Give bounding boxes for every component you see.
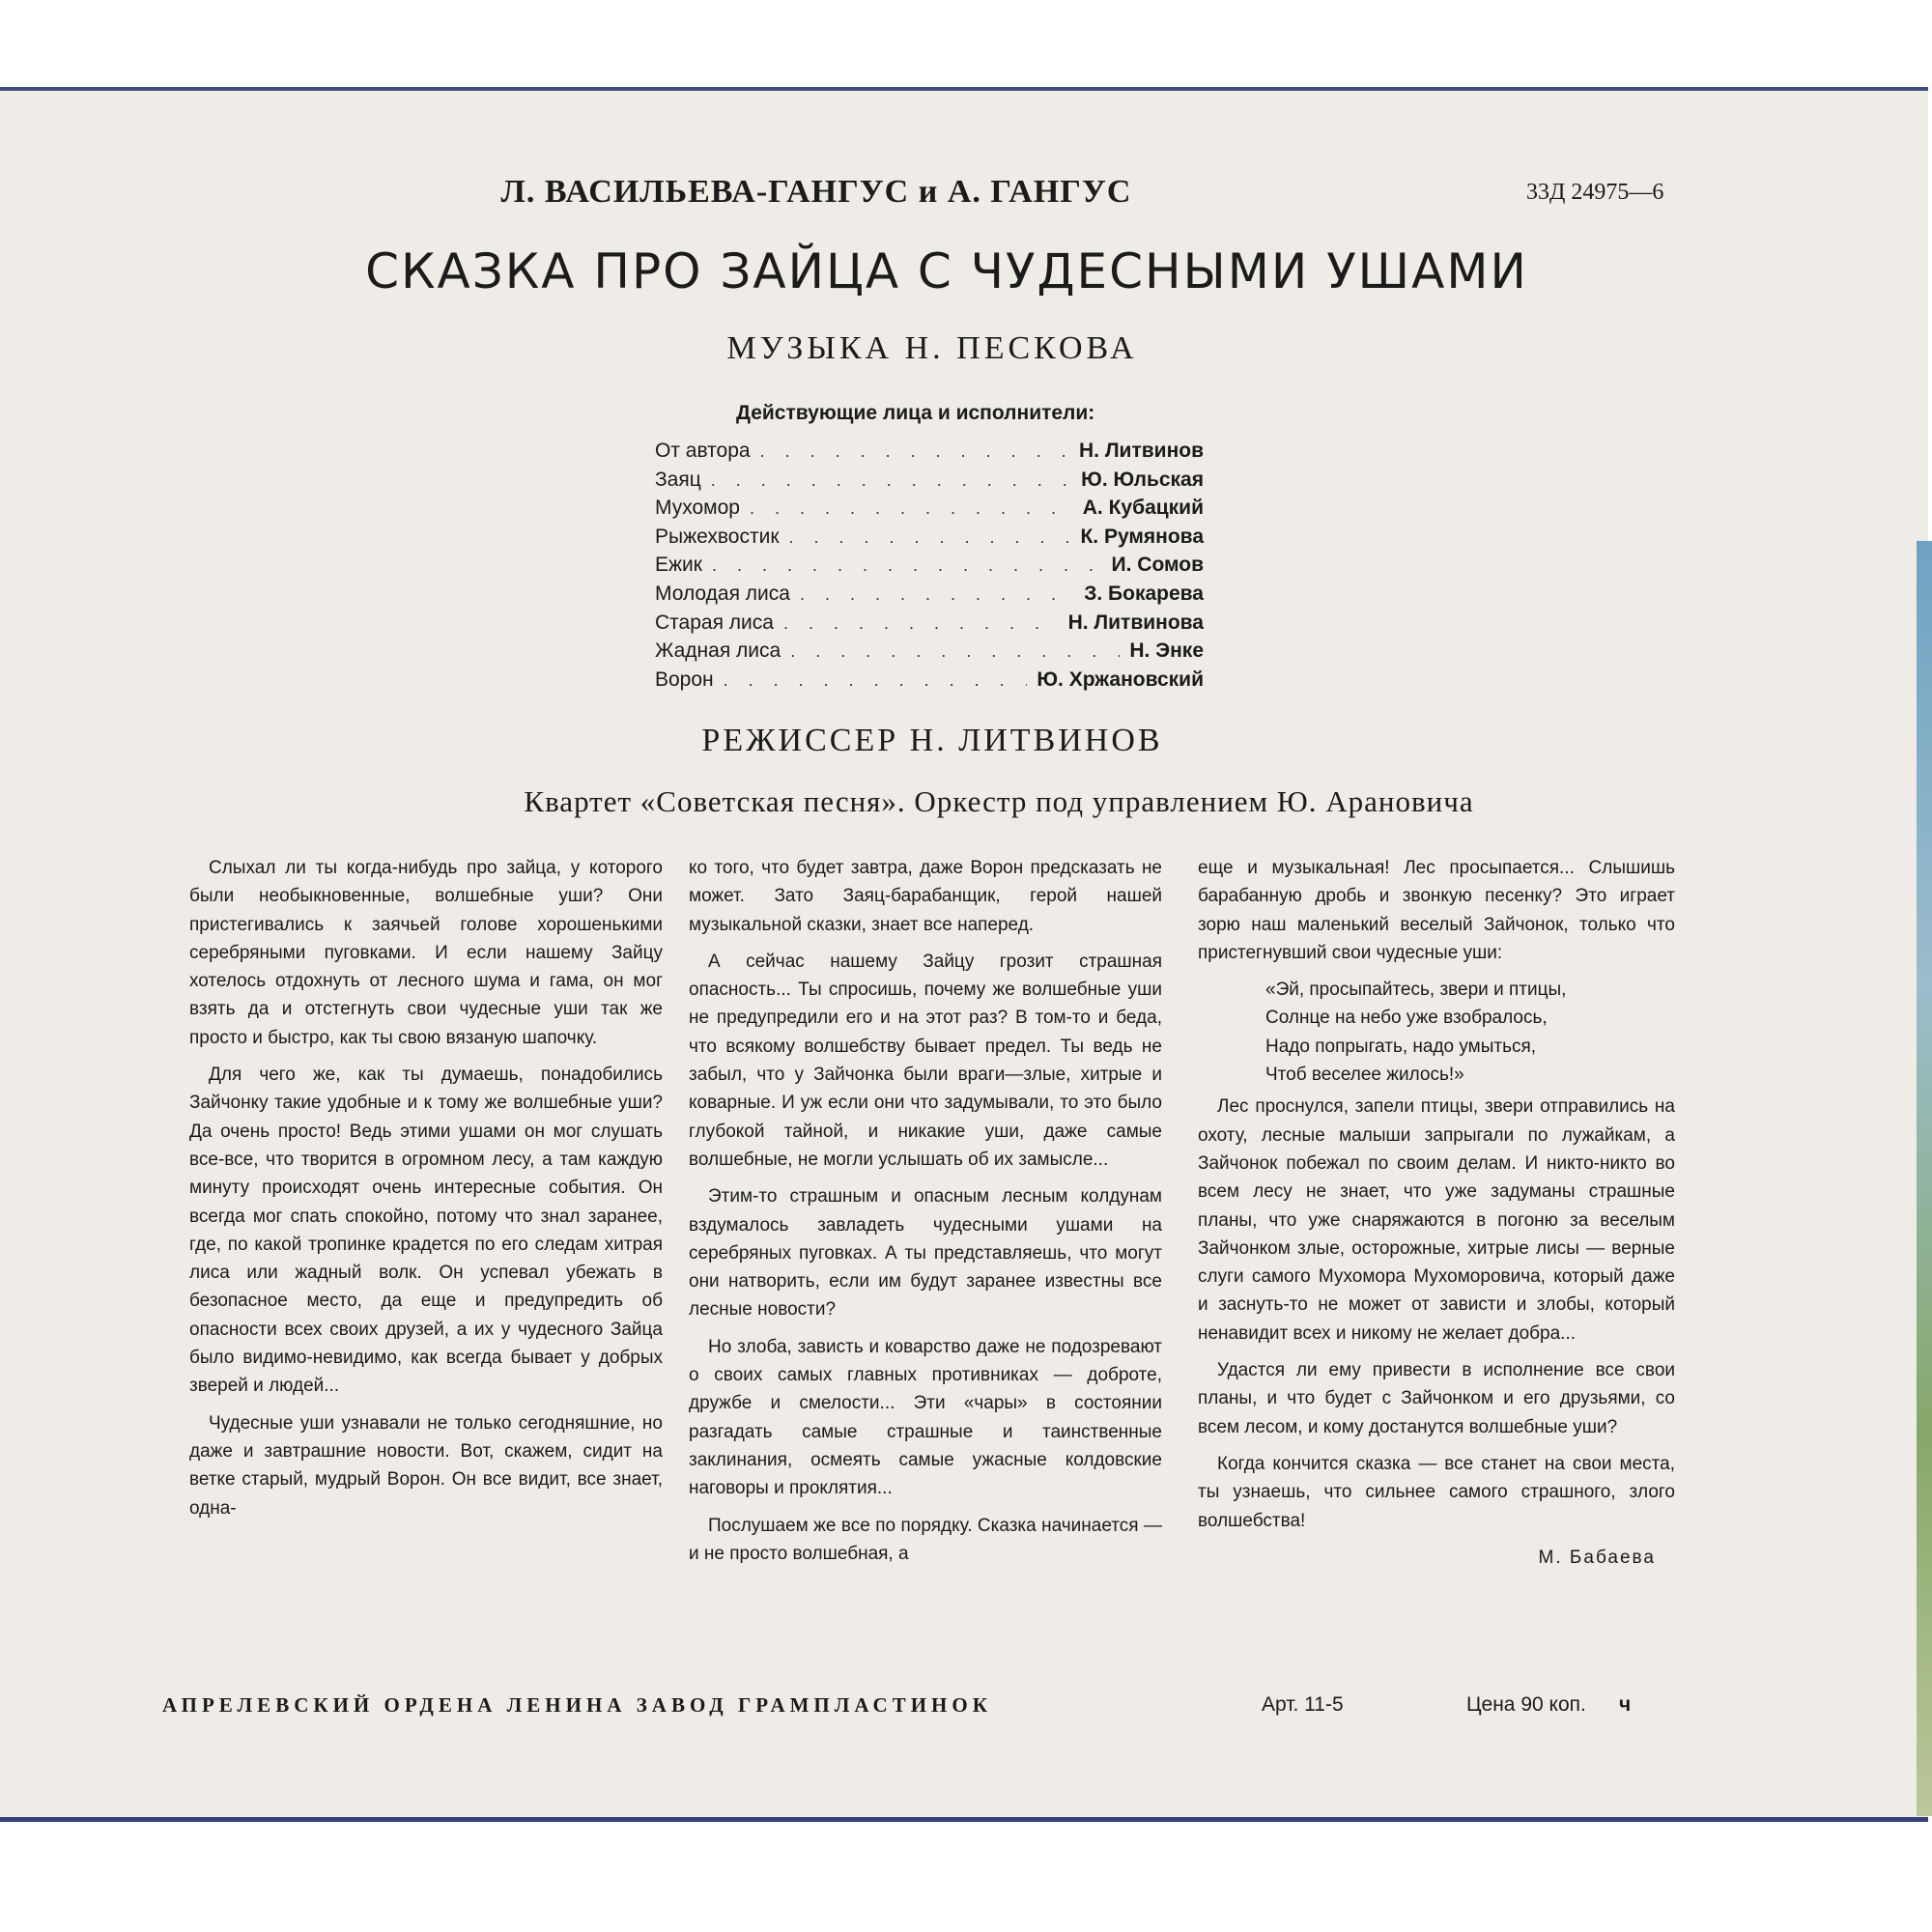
authors: Л. ВАСИЛЬЕВА-ГАНГУС и А. ГАНГУС (500, 174, 1132, 210)
cast-row (655, 582, 1204, 611)
cast-actor: Н. Литвинова (1067, 611, 1204, 634)
paragraph: ко того, что будет завтра, даже Ворон предсказать не может. Зато Заяц-барабанщик, герой нашей музыкальной сказки, знает все наперед. (689, 858, 1162, 935)
cast-role: Жадная лиса (655, 639, 781, 663)
signature: М. Бабаева (1538, 1547, 1656, 1568)
cast-role: Ежик (655, 554, 702, 577)
leader-dots (790, 641, 1120, 662)
cast-actor: К. Румянова (1080, 525, 1204, 548)
paragraph: Когда кончится сказка — все станет на свои места, ты узнаешь, что сильнее самого страшного, злого волшебства! (1198, 1453, 1675, 1531)
cast-row (655, 526, 1204, 554)
text-column-3 (1198, 854, 1675, 1572)
cast-role: От автора (655, 440, 751, 462)
verse-line: Чтоб веселее жилось!» (1265, 1065, 1464, 1086)
catalog-number: 33Д 24975—6 (1526, 180, 1664, 205)
cast-actor: Ю. Юльская (1081, 468, 1204, 491)
cast-actor: А. Кубацкий (1082, 497, 1204, 520)
leader-dots (750, 498, 1073, 519)
paragraph: Удастся ли ему привести в исполнение все свои планы, и что будет с Зайчонком и его друзьями, со всем лесом, и кому достанутся волшебные уши? (1198, 1360, 1675, 1437)
leader-dots (800, 584, 1074, 605)
cast-actor: Н. Литвинов (1078, 440, 1204, 462)
cast-role: Ворон (655, 668, 714, 691)
paragraph: еще и музыкальная! Лес просыпается... Слышишь барабанную дробь и звонкую песенку? Это играет зорю наш маленький веселый Зайчонок, только что пристегнувший свои чудесные уши: (1198, 858, 1675, 963)
cast-role: Заяц (655, 468, 701, 491)
cast-row (655, 554, 1204, 582)
cast-list (655, 440, 1204, 696)
cast-row (655, 440, 1204, 469)
paragraph: А сейчас нашему Зайцу грозит страшная опасность... Ты спросишь, почему же волшебные уши не предупредили его и на этот раз? В том-то и беда, что всякому волшебству бывает предел. Ты ведь не забыл, что у Зайчонка были враги—злые, хитрые и коварные. И уж если они что задумывали, то это было глубокой тайной, и никакие уши, даже самые волшебные, не могли услышать об их замысле... (689, 951, 1162, 1170)
song-verse (1265, 976, 1675, 1089)
cast-role: Старая лиса (655, 611, 774, 634)
music-credit: МУЗЫКА Н. ПЕСКОВА (726, 330, 1138, 366)
cast-actor: Ю. Хржановский (1037, 668, 1204, 691)
leader-dots (711, 470, 1071, 491)
price: Цена 90 коп. (1466, 1693, 1586, 1716)
director-credit: РЕЖИССЕР Н. ЛИТВИНОВ (701, 723, 1163, 758)
article-number: Арт. 11-5 (1262, 1693, 1344, 1716)
leader-dots (783, 613, 1059, 634)
cast-actor: И. Сомов (1111, 554, 1204, 577)
text-column-2 (689, 854, 1162, 1577)
verse-line: «Эй, просыпайтесь, звери и птицы, (1265, 980, 1567, 1001)
cast-role: Рыжехвостик (655, 525, 780, 548)
cast-row (655, 668, 1204, 697)
cast-role: Молодая лиса (655, 582, 790, 605)
text-column-1 (189, 854, 663, 1531)
paragraph: Но злоба, зависть и коварство даже не подозревают о своих самых главных противниках — доброте, дружбе и смелости... Эти «чары» в состоянии разгадать самые страшные и таинственные заклинания, осмеять самые ужасные колдовские наговоры и проклятия... (689, 1336, 1162, 1499)
paragraph: Этим-то страшным и опасным лесным колдунам вздумалось завладеть чудесными ушами на серебряных пуговках. А ты представляешь, что могут они натворить, если им будут заранее известны все лесные новости? (689, 1186, 1162, 1321)
leader-dots (789, 527, 1071, 548)
cast-row (655, 497, 1204, 526)
front-cover-edge (1917, 541, 1932, 1816)
cast-row (655, 611, 1204, 640)
cast-role: Мухомор (655, 497, 740, 520)
cast-row (655, 469, 1204, 497)
leader-dots (724, 670, 1028, 691)
edition-mark: ч (1619, 1693, 1632, 1716)
ensemble-credit: Квартет «Советская песня». Оркестр под управлением Ю. Арановича (524, 784, 1474, 818)
cast-actor: З. Бокарева (1084, 582, 1204, 605)
paragraph: Для чего же, как ты думаешь, понадобились Зайчонку такие удобные и к тому же волшебные уши? Да очень просто! Ведь этими ушами он мог слушать все-все, что творится в огромном лесу, а там каждую минуту происходят очень интересные события. Он всегда мог спать спокойно, потому что знал заранее, где, по какой тропинке крадется по его следам хитрая лиса или жадный волк. Он успевал убежать в безопасное место, да еще и предупредить об опасности всех своих друзей, а их у чудесного Зайца было видимо-невидимо, как всегда бывает у добрых зверей и людей... (189, 1065, 663, 1397)
paragraph: Слыхал ли ты когда-нибудь про зайца, у которого были необыкновенные, волшебные уши? Они пристегивались к заячьей голове хорошенькими серебряными пуговками. И если нашему Зайцу хотелось отдохнуть от лесного шума и гама, он мог взять да и отстегнуть свои чудесные уши так же просто и быстро, как ты свою вязаную шапочку. (189, 858, 663, 1048)
leader-dots (712, 555, 1102, 576)
factory-name: АПРЕЛЕВСКИЙ ОРДЕНА ЛЕНИНА ЗАВОД ГРАМПЛАСТИНОК (162, 1693, 992, 1717)
paragraph: Чудесные уши узнавали не только сегодняшние, но даже и завтрашние новости. Вот, скажем, сидит на ветке старый, мудрый Ворон. Он все видит, все знает, одна- (189, 1412, 663, 1519)
cast-actor: Н. Энке (1129, 639, 1204, 663)
leader-dots (760, 441, 1069, 462)
cast-heading: Действующие лица и исполнители: (736, 402, 1095, 424)
verse-line: Солнце на небо уже взобралось, (1265, 1008, 1548, 1029)
cast-row (655, 639, 1204, 668)
paragraph: Лес проснулся, запели птицы, звери отправились на охоту, лесные малыши запрыгали по лужайкам, а Зайчонок побежал по своим делам. И никто-никто во всем лесу не знает, что уже задуманы страшные планы, что уже снаряжаются в погоню за веселым Зайчонком злые, осторожные, хитрые лисы — верные слуги самого Мухомора Мухоморовича, который даже и заснуть-то не может от зависти и злобы, который ненавидит всех и никому не желает добра... (1198, 1096, 1675, 1344)
verse-line: Надо попрыгать, надо умыться, (1265, 1036, 1537, 1057)
paragraph: Послушаем же все по порядку. Сказка начинается — и не просто волшебная, а (689, 1515, 1162, 1564)
record-title: СКАЗКА ПРО ЗАЙЦА С ЧУДЕСНЫМИ УШАМИ (365, 243, 1528, 299)
